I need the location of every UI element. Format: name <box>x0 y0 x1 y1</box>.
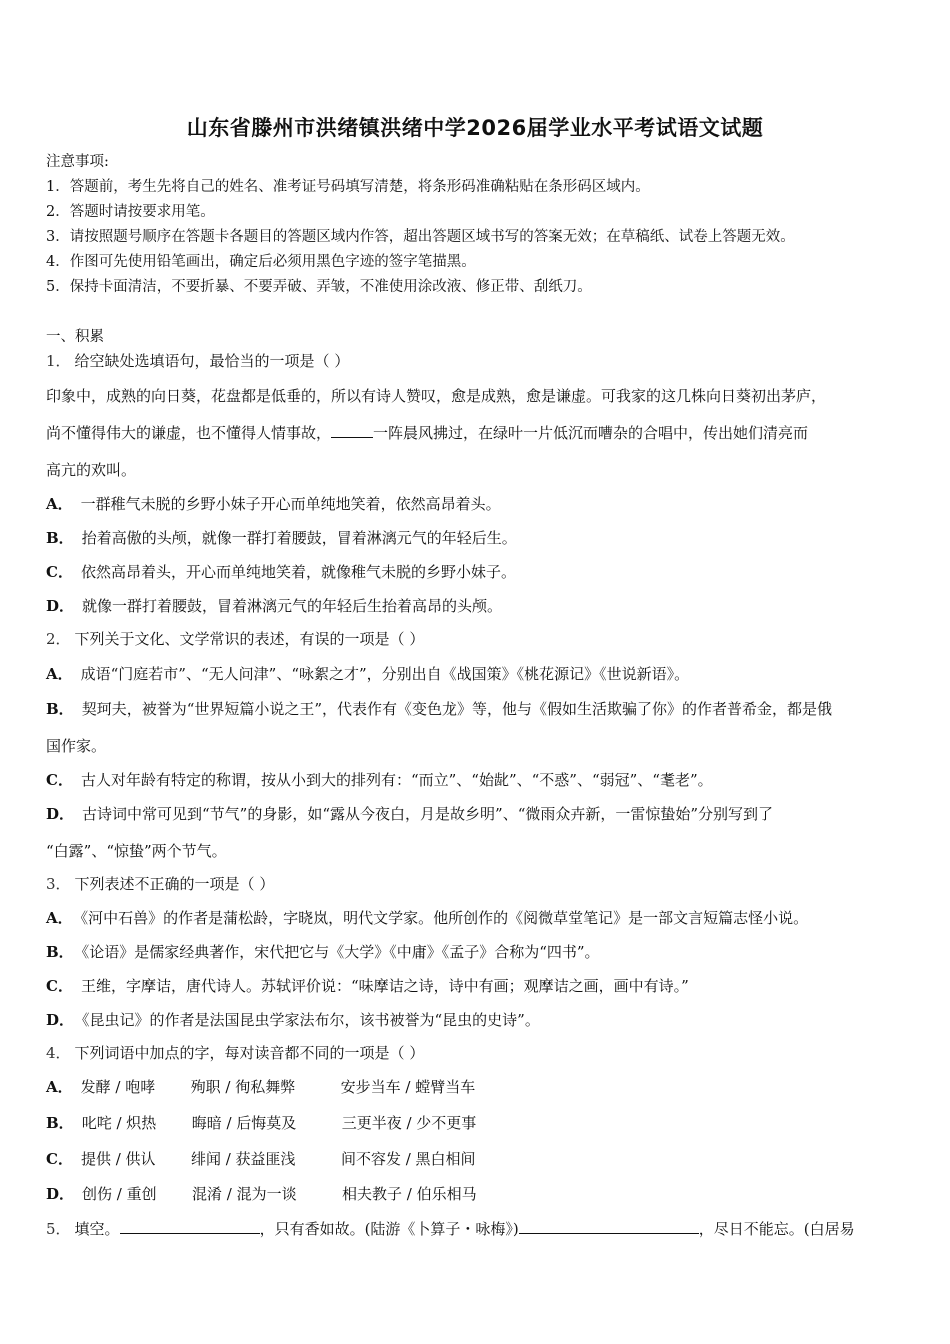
option-text: 《昆虫记》的作者是法国昆虫学家法布尔，该书被誉为“昆虫的史诗”。 <box>82 1011 540 1029</box>
page-title: 山东省滕州市洪绪镇洪绪中学2026届学业水平考试语文试题 <box>186 116 764 140</box>
option-b <box>46 1113 916 1133</box>
option-text: 抬着高傲的头颅，就像一群打着腰鼓，冒着淋漓元气的年轻后生。 <box>81 529 517 547</box>
question-text: ，尽日不能忘。(白居易 <box>698 1220 855 1238</box>
passage-line: 高亢的欢叫。 <box>46 461 137 479</box>
option-a <box>46 494 916 514</box>
option-letter: B． <box>46 943 74 961</box>
option-text: 就像一群打着腰鼓，冒着淋漓元气的年轻后生抬着高昂的头颅。 <box>82 597 503 615</box>
option-letter: B． <box>46 1114 74 1132</box>
answer-blank[interactable] <box>331 423 373 438</box>
option-a <box>46 664 916 684</box>
question-text: ，只有香如故。(陆游《卜算子・咏梅》) <box>259 1220 519 1238</box>
passage-line <box>46 423 916 443</box>
passage-text: 一阵晨风拂过，在绿叶一片低沉而嘈杂的合唱中，传出她们清亮而 <box>373 424 809 442</box>
passage-text: 尚不懂得伟大的谦虚，也不懂得人情事故， <box>46 424 332 442</box>
note-item: 3．请按照题号顺序在答题卡各题目的答题区域内作答，超出答题区域书写的答案无效；在草稿纸、试卷上答题无效。 <box>46 229 795 245</box>
option-letter: A． <box>46 909 73 927</box>
question-text: 下列关于文化、文学常识的表述，有误的一项是（ ） <box>74 630 425 648</box>
option-text: 成语“门庭若市”、“无人问津”、“咏絮之才”，分别出自《战国策》《桃花源记》《世说新语》。 <box>80 665 690 683</box>
question-3-stem <box>46 874 916 894</box>
question-number: 3． <box>46 875 71 893</box>
option-text: 《河中石兽》的作者是蒲松龄，字晓岚，明代文学家。他所创作的《阅微草堂笔记》是一部文言短篇志怪小说。 <box>80 909 809 927</box>
option-letter: D． <box>46 805 75 823</box>
word-pair: 三更半夜 / 少不更事 <box>341 1114 477 1132</box>
question-2-stem <box>46 629 916 649</box>
option-text: 《论语》是儒家经典著作，宋代把它与《大学》《中庸》《孟子》合称为“四书”。 <box>81 943 600 961</box>
option-text: 王维，字摩诘，唐代诗人。苏轼评价说：“味摩诘之诗，诗中有画；观摩诘之画，画中有诗。” <box>80 977 689 995</box>
option-letter: A． <box>46 1078 73 1096</box>
option-text: 一群稚气未脱的乡野小妹子开心而单纯地笑着，依然高昂着头。 <box>80 495 501 513</box>
option-letter: C． <box>46 563 73 581</box>
option-letter: D． <box>46 597 75 615</box>
question-text: 给空缺处选填语句，最恰当的一项是（ ） <box>74 352 350 370</box>
option-a <box>46 1077 916 1097</box>
option-letter: A． <box>46 495 73 513</box>
option-letter: C． <box>46 771 73 789</box>
note-item: 2．答题时请按要求用笔。 <box>46 204 215 220</box>
question-text: 下列词语中加点的字，每对读音都不同的一项是（ ） <box>74 1044 425 1062</box>
question-number: 2． <box>46 630 71 648</box>
question-text: 下列表述不正确的一项是（ ） <box>74 875 275 893</box>
fill-blank[interactable] <box>120 1219 260 1234</box>
option-letter: A． <box>46 665 73 683</box>
option-letter: B． <box>46 700 74 718</box>
option-c <box>46 1149 916 1169</box>
notes-heading: 注意事项: <box>46 154 109 170</box>
option-text: 契珂夫，被誉为“世界短篇小说之王”，代表作有《变色龙》等，他与《假如生活欺骗了你》的作者普希金，都是俄 <box>81 700 833 718</box>
word-pair: 间不容发 / 黑白相间 <box>340 1150 476 1168</box>
option-b <box>46 942 916 962</box>
option-letter: D． <box>46 1011 75 1029</box>
option-d <box>46 804 916 824</box>
option-letter: C． <box>46 977 73 995</box>
word-pair: 叱咤 / 炽热 <box>81 1114 157 1132</box>
option-continuation: “白露”、“惊蛰”两个节气。 <box>46 842 227 860</box>
option-d <box>46 596 916 616</box>
option-letter: D． <box>46 1185 75 1203</box>
word-pair: 创伤 / 重创 <box>82 1185 157 1203</box>
question-number: 1． <box>46 352 71 370</box>
note-item: 1．答题前，考生先将自己的姓名、准考证号码填写清楚，将条形码准确粘贴在条形码区域内。 <box>46 179 650 195</box>
word-pair: 晦暗 / 后悔莫及 <box>191 1114 297 1132</box>
option-text: 依然高昂着头，开心而单纯地笑着，就像稚气未脱的乡野小妹子。 <box>80 563 516 581</box>
note-item: 4．作图可先使用铅笔画出，确定后必须用黑色字迹的签字笔描黑。 <box>46 254 476 270</box>
question-number: 4． <box>46 1044 71 1062</box>
option-d <box>46 1010 916 1030</box>
question-5 <box>46 1219 916 1239</box>
option-text: 古诗词中常可见到“节气”的身影，如“露从今夜白，月是故乡明”、“微雨众卉新，一雷惊蛰始”分别写到了 <box>82 805 774 823</box>
option-letter: B． <box>46 529 74 547</box>
passage-line: 印象中，成熟的向日葵，花盘都是低垂的，所以有诗人赞叹，愈是成熟，愈是谦虚。可我家的这几株向日葵初出茅庐， <box>46 387 827 405</box>
question-number: 5． <box>46 1220 71 1238</box>
question-1-stem <box>46 351 916 371</box>
section-heading: 一、积累 <box>46 329 104 345</box>
question-4-stem <box>46 1043 916 1063</box>
word-pair: 混淆 / 混为一谈 <box>192 1185 297 1203</box>
question-label: 填空。 <box>74 1220 120 1238</box>
word-pair: 相夫教子 / 伯乐相马 <box>342 1185 477 1203</box>
option-b <box>46 699 916 719</box>
word-pair: 发酵 / 咆哮 <box>80 1078 156 1096</box>
option-text: 古人对年龄有特定的称谓，按从小到大的排列有：“而立”、“始龀”、“不惑”、“弱冠”、“耄老”。 <box>80 771 713 789</box>
option-c <box>46 976 916 996</box>
word-pair: 提供 / 供认 <box>80 1150 156 1168</box>
word-pair: 绯闻 / 获益匪浅 <box>190 1150 296 1168</box>
fill-blank[interactable] <box>519 1219 699 1234</box>
word-pair: 殉职 / 徇私舞弊 <box>190 1078 296 1096</box>
option-c <box>46 770 916 790</box>
option-c <box>46 562 916 582</box>
option-b <box>46 528 916 548</box>
note-item: 5．保持卡面清洁，不要折暴、不要弄破、弄皱，不准使用涂改液、修正带、刮纸刀。 <box>46 279 592 295</box>
option-continuation: 国作家。 <box>46 737 107 755</box>
option-d <box>46 1184 916 1204</box>
word-pair: 安步当车 / 螳臂当车 <box>340 1078 476 1096</box>
option-a <box>46 908 916 928</box>
option-letter: C． <box>46 1150 73 1168</box>
